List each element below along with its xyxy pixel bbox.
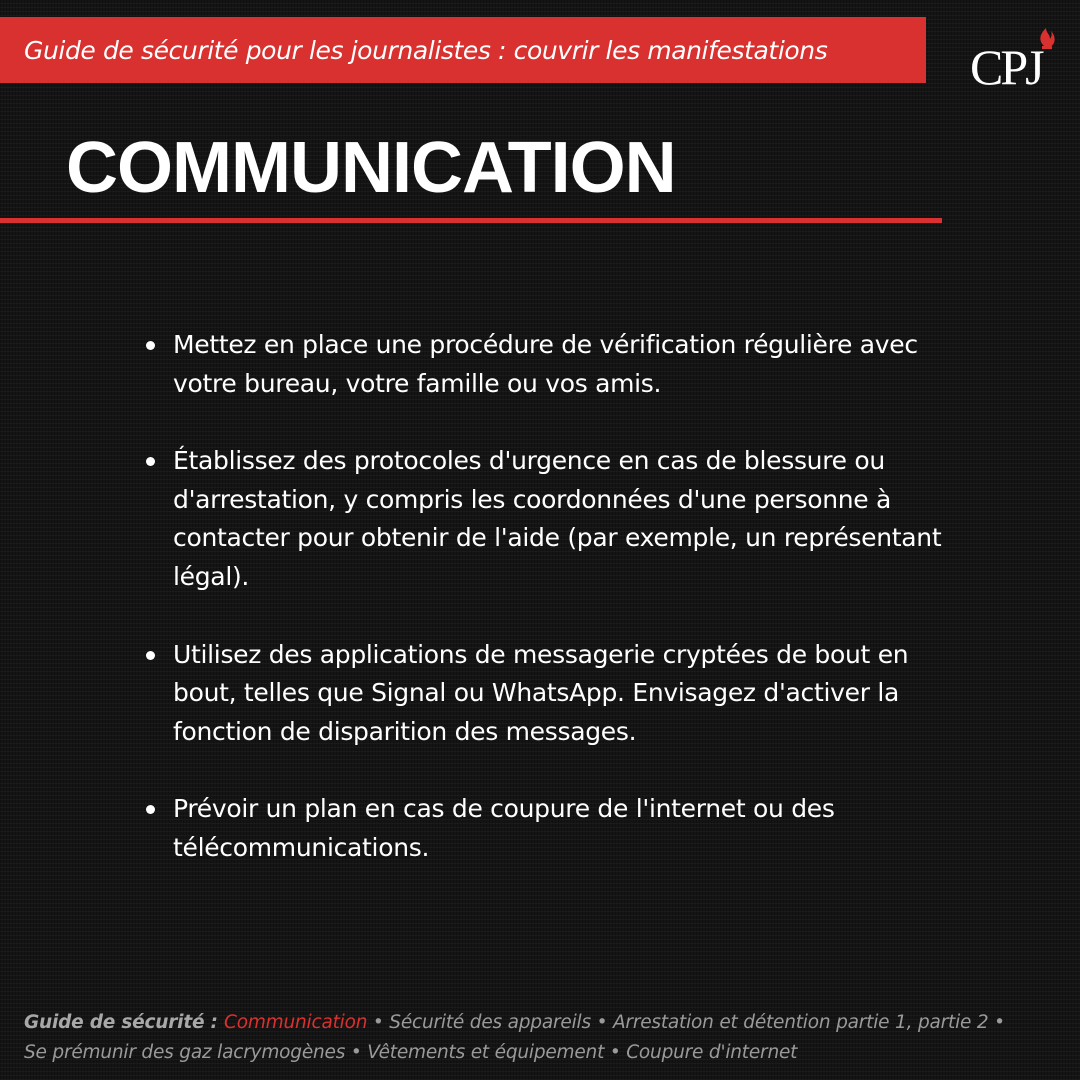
page-title: COMMUNICATION: [66, 128, 676, 208]
list-item: [145, 442, 965, 596]
footer-line-1: [24, 1008, 1064, 1038]
list-item-text: Utilisez des applications de messagerie cryptées de bout en bout, telles que Signal ou WhatsApp. Envisagez d'activer la fonction de disparition des messages.: [173, 639, 909, 746]
bullet-icon: [146, 341, 155, 350]
bullet-icon: [146, 457, 155, 466]
flame-icon: [1040, 28, 1054, 49]
list-item: [145, 326, 965, 403]
banner-text: Guide de sécurité pour les journalistes : couvrir les manifestations: [24, 35, 828, 65]
cpj-logo: [968, 22, 1064, 114]
footer-topics-line-2: Se prémunir des gaz lacrymogènes • Vêtements et équipement • Coupure d'internet: [24, 1042, 798, 1063]
footer-current-topic: Communication: [224, 1012, 368, 1033]
list-item-text: Mettez en place une procédure de vérification régulière avec votre bureau, votre famille ou vos amis.: [173, 330, 918, 398]
list-item-text: Établissez des protocoles d'urgence en cas de blessure ou d'arrestation, y compris les coordonnées d'une personne à contacter pour obtenir de l'aide (par exemple, un représentant légal).: [173, 446, 942, 591]
series-footer: [24, 1008, 1064, 1068]
tips-list: [145, 326, 965, 868]
bullet-icon: [146, 805, 155, 814]
list-item: [145, 636, 965, 752]
title-divider: [0, 218, 942, 223]
footer-label: Guide de sécurité :: [24, 1012, 224, 1033]
bullet-icon: [146, 651, 155, 660]
logo-text: CPJ: [970, 39, 1042, 95]
list-item-text: Prévoir un plan en cas de coupure de l'internet ou des télécommunications.: [173, 794, 835, 862]
header-banner: [0, 17, 926, 83]
list-item: [145, 790, 965, 867]
footer-topics-line-1: • Sécurité des appareils • Arrestation et détention partie 1, partie 2 •: [367, 1012, 1005, 1033]
